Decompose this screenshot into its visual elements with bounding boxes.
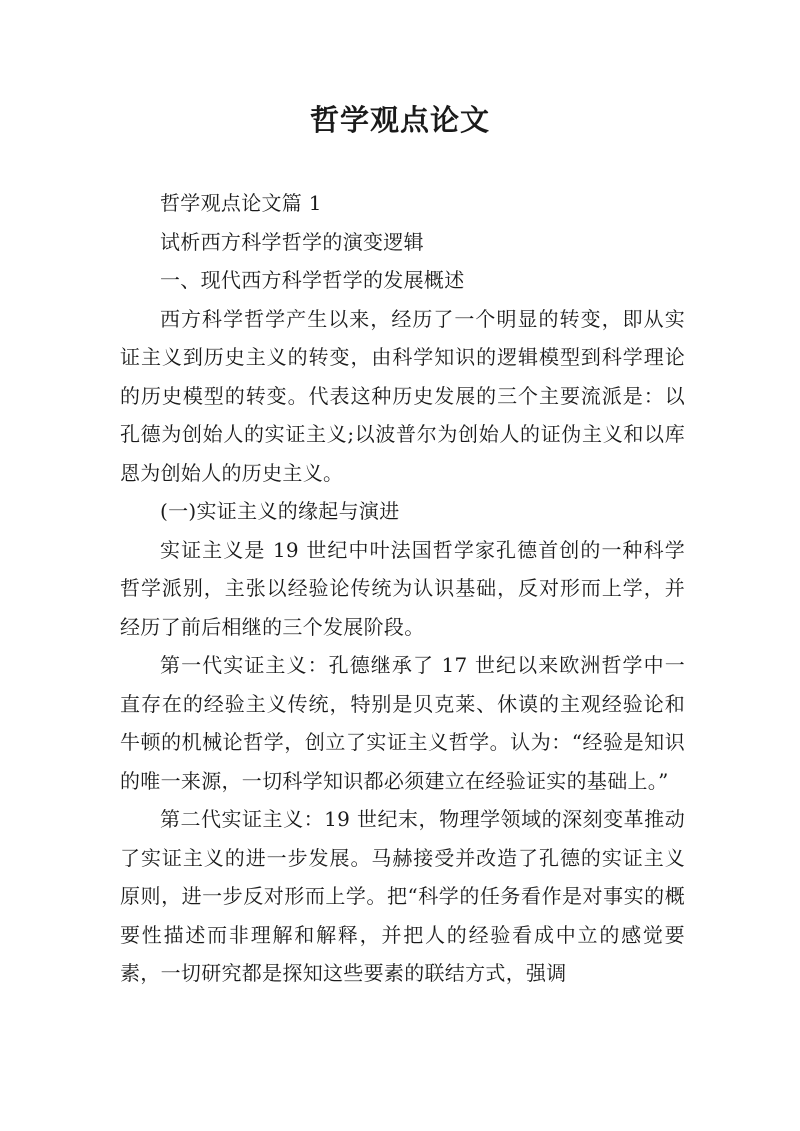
document-body [120,184,685,993]
paragraph-second-generation: 第二代实证主义：19 世纪末，物理学领域的深刻变革推动了实证主义的进一步发展。马赫接受并改造了孔德的实证主义原则，进一步反对形而上学。把“科学的任务看作是对事实的概要性描述而非理解和解释，并把人的经验看成中立的感觉要素，一切研究都是探知这些要素的联结方式，强调 [120,807,685,985]
document-title: 哲学观点论文 [309,103,490,137]
paragraph-first-generation: 第一代实证主义：孔德继承了 17 世纪以来欧洲哲学中一直存在的经验主义传统，特别是贝克莱、休谟的主观经验论和牛顿的机械论哲学，创立了实证主义哲学。认为：“经验是知识的唯一来源，一切科学知识都必须建立在经验证实的基础上。” [120,653,685,793]
paragraph-essay-title: 试析西方科学哲学的演变逻辑 [160,229,424,254]
paragraph-chapter-heading: 哲学观点论文篇 1 [160,191,322,215]
paragraph-subsection-heading: (一)实证主义的缘起与演进 [160,499,400,523]
paragraph-positivism-intro: 实证主义是 19 世纪中叶法国哲学家孔德首创的一种科学哲学派别，主张以经验论传统为认识基础，反对形而上学，并经历了前后相继的三个发展阶段。 [120,537,685,639]
paragraph-overview: 西方科学哲学产生以来，经历了一个明显的转变，即从实证主义到历史主义的转变，由科学知识的逻辑模型到科学理论的历史模型的转变。代表这种历史发展的三个主要流派是：以孔德为创始人的实证主义;以波普尔为创始人的证伪主义和以库恩为创始人的历史主义。 [120,306,685,485]
paragraph-section-heading: 一、现代西方科学哲学的发展概述 [160,268,465,292]
